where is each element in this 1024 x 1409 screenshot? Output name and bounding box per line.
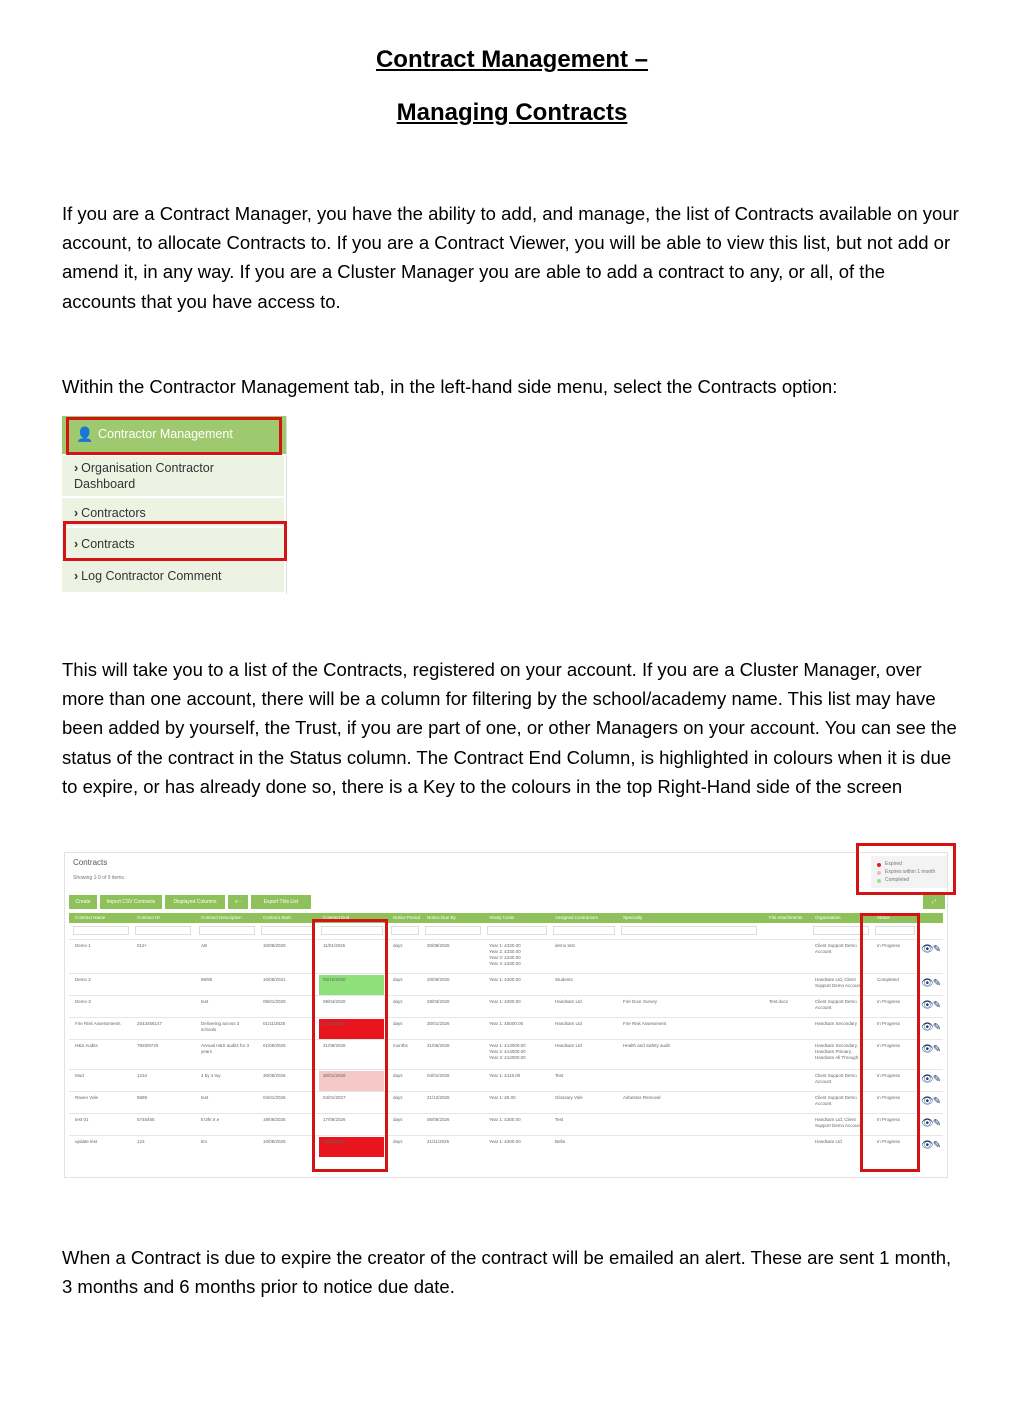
chevron-right-icon: › [74, 506, 79, 520]
table-cell-desc: AB [201, 943, 208, 948]
contracts-table-screenshot [64, 852, 948, 1178]
key-label-expires-soon: Expires within 1 month [885, 869, 936, 875]
import-csv-button[interactable]: Import CSV Contracts [100, 895, 162, 909]
table-cell-due: 21/11/2025 [427, 1139, 450, 1144]
edit-pencil-icon[interactable]: ✎ [932, 944, 941, 955]
column-filter-input[interactable] [425, 926, 481, 935]
column-header[interactable]: Status [877, 915, 890, 920]
column-filter-input[interactable] [199, 926, 255, 935]
table-cell-costs: Year 1: £320.00 Year 2: £330.00 Year 3: £330.00 Year 4: £330.00 [489, 943, 521, 966]
chevron-right-icon: › [74, 461, 79, 475]
table-cell-desc: Delivering across 3 schools [201, 1021, 240, 1032]
table-cell-id: 7825/8720 [137, 1043, 159, 1048]
table-cell-org: Handsam Ltd [815, 1139, 842, 1144]
table-cell-status: In Progress [877, 1043, 901, 1048]
table-cell-contractors: Handsam Ltd [555, 1021, 582, 1026]
edit-pencil-icon[interactable]: ✎ [932, 1118, 941, 1129]
key-dot-completed [877, 879, 881, 883]
table-cell-notice: days [393, 1021, 403, 1026]
table-cell-desc: tim [201, 1139, 207, 1144]
row-actions [921, 1022, 940, 1033]
table-cell-start: 30/08/2026 [263, 1073, 286, 1078]
column-header[interactable]: Speciality [623, 915, 643, 920]
table-cell-status: In Progress [877, 1139, 901, 1144]
column-filter-input[interactable] [321, 926, 383, 935]
table-cell-due: 04/01/2026 [427, 1073, 450, 1078]
key-dot-expired [877, 863, 881, 867]
column-filter-input[interactable] [553, 926, 615, 935]
intro-paragraph: If you are a Contract Manager, you have the ability to add, and manage, the list of Contracts available on your account, to allocate Contracts to. If you are a Contract Viewer, you will be able to view this list, but not add or amend it, in any way. If you are a Cluster Manager you are able to add a contract to any, or all, of the accounts that you have access to. [62, 203, 959, 312]
table-row[interactable] [69, 1091, 943, 1114]
column-filter-input[interactable] [261, 926, 315, 935]
row-actions [921, 1118, 940, 1129]
table-cell-name: Demo 3 [75, 999, 91, 1004]
table-cell-desc: 89/90 [201, 977, 213, 982]
view-icon[interactable]: 👁 [921, 1118, 933, 1129]
table-cell-id: 1234 [137, 1073, 148, 1078]
menu-button[interactable]: ≡ - [228, 895, 248, 909]
table-cell-speciality: Fire Risk Assessment [623, 1021, 667, 1026]
menu-item-label: Contractors [81, 506, 146, 520]
table-cell-contractors: Handsam Ltd [555, 1043, 582, 1048]
table-cell-start: 19/08/2025 [263, 1117, 286, 1122]
page-subtitle: Managing Contracts [396, 99, 628, 126]
menu-item-label: Log Contractor Comment [81, 569, 222, 583]
table-cell-org: Client Support Demo Account [815, 999, 857, 1010]
menu-item-label: Contracts [81, 537, 135, 551]
column-header[interactable]: Notice Due By [427, 915, 456, 920]
edit-pencil-icon[interactable]: ✎ [932, 978, 941, 989]
row-actions [921, 1044, 940, 1055]
table-cell-end: 09/04/2020 [323, 999, 346, 1004]
table-cell-org: Client Support Demo Account [815, 943, 857, 954]
table-cell-notice: days [393, 1095, 403, 1100]
menu-item-contractors[interactable] [62, 498, 284, 526]
table-cell-notice: days [393, 943, 403, 948]
view-icon[interactable]: 👁 [921, 1000, 933, 1011]
table-cell-name: update test [75, 1139, 98, 1144]
create-button[interactable]: Create [69, 895, 97, 909]
sidebar-menu-screenshot [62, 416, 287, 594]
table-row[interactable] [69, 995, 943, 1018]
table-cell-status: In Progress [877, 999, 901, 1004]
table-cell-due: 30/08/2026 [427, 943, 450, 948]
edit-pencil-icon[interactable]: ✎ [932, 1140, 941, 1151]
column-filter-input[interactable] [135, 926, 191, 935]
table-cell-due: 31/05/2026 [427, 1043, 450, 1048]
table-header [69, 913, 943, 923]
table-cell-id: 5745465 [137, 1117, 155, 1122]
table-cell-contractors: Handsam Ltd [555, 999, 582, 1004]
table-cell-status: In Progress [877, 1117, 901, 1122]
table-cell-end: 05/10/2020 [323, 977, 346, 982]
table-cell-notice: days [393, 1073, 403, 1078]
menu-item-label: Organisation Contractor [81, 461, 214, 475]
table-cell-costs: Year 1: £300.00 [489, 1117, 521, 1122]
column-header[interactable]: Notice Period [393, 915, 421, 920]
column-header[interactable]: Contract Start [263, 915, 291, 920]
table-cell-end: 31/10/2026 [323, 1021, 346, 1026]
table-cell-id: 5689 [137, 1095, 148, 1100]
table-cell-files[interactable]: Test.docx [769, 999, 789, 1004]
column-header[interactable]: Contract End [323, 915, 350, 920]
table-cell-id: 123 [137, 1139, 145, 1144]
view-icon[interactable]: 👁 [921, 1044, 933, 1055]
displayed-columns-button[interactable]: Displayed Columns [165, 895, 225, 909]
key-label-completed: Completed [885, 877, 910, 883]
table-cell-end: 30/11/2025 [323, 1139, 346, 1144]
table-cell-contractors: Test [555, 1073, 564, 1078]
table-cell-org: Handsam Ltd, Client Support Demo Account [815, 1117, 862, 1128]
view-icon[interactable]: 👁 [921, 1022, 933, 1033]
edit-pencil-icon[interactable]: ✎ [932, 1096, 941, 1107]
table-cell-due: 20/09/2020 [427, 977, 450, 982]
table-cell-costs: Year 1: £300.00 [489, 977, 521, 982]
table-cell-contractors: Bella [555, 1139, 566, 1144]
expand-button[interactable]: ⤢ [923, 895, 945, 909]
column-filter-input[interactable] [621, 926, 757, 935]
table-cell-notice: days [393, 999, 403, 1004]
table-cell-start: 10/08/2021 [263, 977, 286, 982]
table-cell-start: 10/08/2025 [263, 1139, 286, 1144]
page-title: Contract Management – [375, 46, 649, 73]
table-cell-name: Mud [75, 1073, 84, 1078]
column-header[interactable]: Contract Description [201, 915, 242, 920]
alert-paragraph: When a Contract is due to expire the creator of the contract will be emailed an alert. These are sent 1 month, 3 months and 6 months prior to notice due date. [62, 1247, 952, 1298]
column-header[interactable]: Yearly Costs [489, 915, 515, 920]
table-cell-costs: Year 1: £5.00 [489, 1095, 516, 1100]
table-cell-notice: days [393, 977, 403, 982]
view-icon[interactable]: 👁 [921, 944, 933, 955]
table-cell-end: 17/08/2026 [323, 1117, 346, 1122]
table-cell-speciality: Asbestos Removal [623, 1095, 661, 1100]
row-actions [921, 1096, 940, 1107]
chevron-right-icon: › [74, 569, 79, 583]
table-cell-org: Handsam Ltd, Client Support Demo Account [815, 977, 862, 988]
table-row[interactable] [69, 1017, 943, 1040]
table-cell-name: Raven Vole [75, 1095, 99, 1100]
table-cell-costs: Year 1: £5000.00 [489, 1021, 524, 1026]
table-cell-desc: test [201, 1095, 209, 1100]
table-cell-end: 04/01/2027 [323, 1095, 346, 1100]
table-cell-name: Demo 1 [75, 943, 91, 948]
table-row[interactable] [69, 1113, 943, 1136]
table-cell-start: 04/01/2026 [263, 1095, 286, 1100]
table-cell-status: In Progress [877, 1021, 901, 1026]
row-actions [921, 978, 940, 989]
column-header[interactable]: Assigned Contractors [555, 915, 599, 920]
table-cell-desc: test [201, 999, 209, 1004]
table-row[interactable] [69, 939, 943, 974]
menu-item-organisation-contractor-dashboard[interactable] [62, 456, 284, 496]
table-cell-name: test 01 [75, 1117, 89, 1122]
edit-pencil-icon[interactable]: ✎ [932, 1000, 941, 1011]
row-actions [921, 1000, 940, 1011]
table-cell-due: 21/12/2026 [427, 1095, 450, 1100]
table-cell-org: Handsam Secondary [815, 1021, 858, 1026]
table-cell-notice: days [393, 1139, 403, 1144]
column-header[interactable]: Contract Name [75, 915, 106, 920]
colour-key [871, 856, 947, 888]
menu-item-label-line2: Dashboard [74, 477, 136, 491]
export-list-button[interactable]: Export This List [251, 895, 311, 909]
table-cell-contractors: demo test [555, 943, 575, 948]
table-cell-desc: trr3hr.rr.e [201, 1117, 220, 1122]
user-cog-icon: 👤 [76, 426, 94, 442]
column-filter-input[interactable] [487, 926, 547, 935]
table-row[interactable] [69, 1039, 943, 1070]
table-cell-speciality: Health and Safety audit [623, 1043, 670, 1048]
table-cell-due: 30/01/2026 [427, 1021, 450, 1026]
table-cell-status: In Progress [877, 1095, 901, 1100]
table-cell-end: 30/01/2026 [323, 1073, 346, 1078]
edit-pencil-icon[interactable]: ✎ [932, 1044, 941, 1055]
items-count: Showing 1-9 of 9 items. [73, 875, 126, 881]
column-filter-input[interactable] [875, 926, 915, 935]
table-cell-org: Client Support Demo Account [815, 1095, 857, 1106]
table-cell-desc: Annual H&S audits for 3 years [201, 1043, 250, 1054]
table-cell-due: 28/03/2020 [427, 999, 450, 1004]
table-row[interactable] [69, 1069, 943, 1092]
table-cell-org: Handsam Secondary, Handsam Primary, Handsam All Through [815, 1043, 859, 1060]
table-cell-due: 05/08/2026 [427, 1117, 450, 1122]
menu-item-contracts[interactable] [62, 528, 284, 558]
key-label-expired: Expired [885, 861, 902, 867]
edit-pencil-icon[interactable]: ✎ [932, 1074, 941, 1085]
column-filter-input[interactable] [391, 926, 419, 935]
table-cell-speciality: Fire Door Survey [623, 999, 658, 1004]
table-cell-notice: months [393, 1043, 408, 1048]
row-actions [921, 1140, 940, 1151]
row-actions [921, 944, 940, 955]
table-cell-start: 09/01/2020 [263, 999, 286, 1004]
table-cell-status: In Progress [877, 1073, 901, 1078]
table-cell-desc: 4 by 4 toy [201, 1073, 221, 1078]
column-filter-input[interactable] [73, 926, 129, 935]
table-cell-end: 11/01/2026 [323, 943, 346, 948]
table-cell-start: 01/11/2025 [263, 1021, 286, 1026]
key-dot-expires-soon [877, 871, 881, 875]
table-cell-costs: Year 1: £13000.00 Year 2: £14000.00 Year 3: £12000.00 [489, 1043, 526, 1060]
view-icon[interactable]: 👁 [921, 1074, 933, 1085]
table-cell-id: 2543456147 [137, 1021, 163, 1026]
table-cell-start: 01/09/2025 [263, 1043, 286, 1048]
menu-header-label: Contractor Management [98, 427, 233, 441]
table-cell-end: 31/08/2026 [323, 1043, 346, 1048]
column-filter-input[interactable] [813, 926, 869, 935]
table-cell-contractors: Glossary Vole [555, 1095, 583, 1100]
view-icon[interactable]: 👁 [921, 978, 933, 989]
menu-item-log-contractor-comment[interactable] [62, 560, 284, 592]
row-actions [921, 1074, 940, 1085]
table-row[interactable] [69, 1135, 943, 1158]
table-cell-start: 10/08/2020 [263, 943, 286, 948]
column-header[interactable]: Contract ID [137, 915, 160, 920]
table-cell-costs: Year 1: £300.00 [489, 999, 521, 1004]
table-cell-costs: Year 1: £300.00 [489, 1139, 521, 1144]
column-header[interactable]: Organisation [815, 915, 841, 920]
table-cell-name: Fire Risk Assessments [75, 1021, 121, 1026]
edit-pencil-icon[interactable]: ✎ [932, 1022, 941, 1033]
table-cell-name: Demo 2 [75, 977, 91, 982]
view-icon[interactable]: 👁 [921, 1096, 933, 1107]
view-icon[interactable]: 👁 [921, 1140, 933, 1151]
contracts-title: Contracts [73, 858, 108, 867]
table-cell-contractors: Test [555, 1117, 564, 1122]
table-cell-org: Client Support Demo Account [815, 1073, 857, 1084]
table-cell-notice: days [393, 1117, 403, 1122]
table-row[interactable] [69, 973, 943, 996]
table-cell-id: 012+ [137, 943, 148, 948]
contracts-list-paragraph: This will take you to a list of the Contracts, registered on your account. If you are a Cluster Manager, over more than one account, there will be a column for filtering by the school/academy name. This list may have been added by yourself, the Trust, if you are part of one, or other Managers on your account. You can see the status of the contract in the Status column. The Contract End Column, is highlighted in colours when it is due to expire, or has already done so, there is a Key to the colours in the top Right-Hand side of the screen [62, 659, 957, 797]
menu-header-contractor-management[interactable] [62, 416, 286, 454]
instruction-paragraph: Within the Contractor Management tab, in the left-hand side menu, select the Contracts option: [62, 376, 838, 397]
table-cell-contractors: Students [555, 977, 573, 982]
column-header[interactable]: File Attachments [769, 915, 803, 920]
table-cell-status: In Progress [877, 943, 901, 948]
table-cell-name: H&S Audits [75, 1043, 98, 1048]
chevron-right-icon: › [74, 537, 79, 551]
table-cell-costs: Year 1: £118.00 [489, 1073, 521, 1078]
table-cell-status: Completed [877, 977, 899, 982]
